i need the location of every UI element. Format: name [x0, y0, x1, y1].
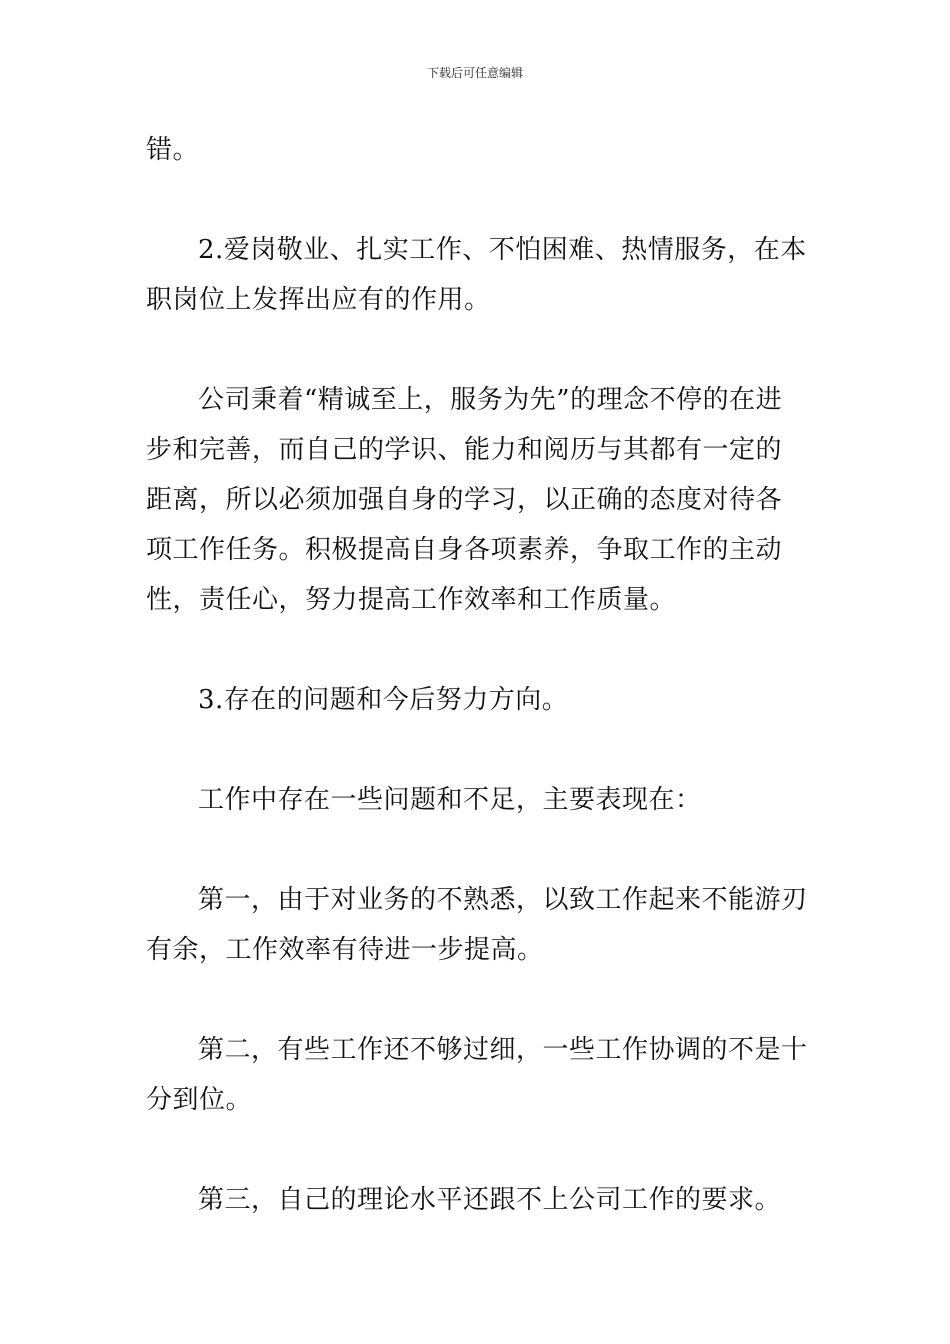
paragraph-point-2: 2.爱岗敬业、扎实工作、不怕困难、热情服务，在本职岗位上发挥出应有的作用。	[146, 235, 807, 315]
paragraph-company-philosophy: 公司秉着“精诚至上，服务为先”的理念不停的在进步和完善，而自己的学识、能力和阅历与其都有一定的距离，所以必须加强自身的学习，以正确的态度对待各项工作任务。积极提高自身各项素养，争取工作的主动性，责任心，努力提高工作效率和工作质量。	[146, 385, 783, 615]
paragraph-second: 第二，有些工作还不够过细，一些工作协调的不是十分到位。	[146, 1035, 808, 1115]
paragraph-third: 第三，自己的理论水平还跟不上公司工作的要求。	[198, 1185, 782, 1215]
page-header: 下载后可任意编辑	[426, 66, 523, 80]
paragraph-first: 第一，由于对业务的不熟悉，以致工作起来不能游刃有余，工作效率有待进一步提高。	[146, 885, 808, 965]
paragraph-continuation: 错。	[146, 135, 200, 165]
document-body	[146, 125, 808, 1275]
paragraph-point-3: 3.存在的问题和今后努力方向。	[198, 685, 569, 715]
paragraph-problems-intro: 工作中存在一些问题和不足，主要表现在：	[198, 785, 702, 815]
